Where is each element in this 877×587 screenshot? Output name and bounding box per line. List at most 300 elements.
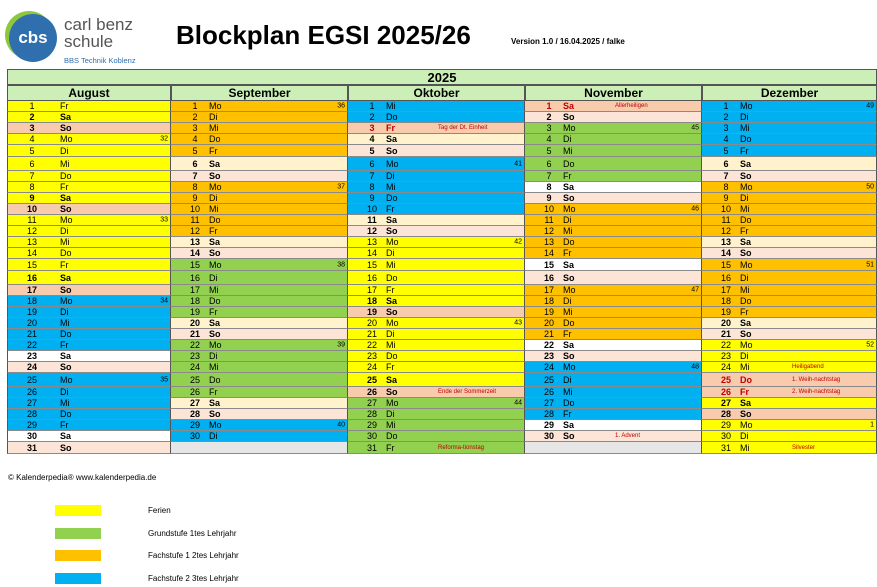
day-number: 3 — [369, 123, 375, 133]
day-number: 30 — [26, 431, 37, 441]
weekday: So — [60, 204, 72, 214]
day-cell — [525, 248, 702, 259]
day-cell — [171, 285, 348, 296]
day-cell — [702, 259, 877, 271]
day-number: 24 — [366, 362, 377, 372]
day-number: 30 — [189, 431, 200, 441]
day-number: 13 — [366, 237, 377, 247]
day-number: 23 — [366, 351, 377, 361]
day-cell — [525, 101, 702, 112]
weekday: Fr — [563, 409, 572, 419]
day-number: 14 — [720, 248, 731, 258]
day-number: 30 — [366, 431, 377, 441]
weekday: Sa — [209, 318, 221, 328]
calendar-grid — [7, 69, 877, 472]
day-number: 27 — [543, 398, 554, 408]
weekday: Mi — [563, 387, 573, 397]
weekday: Fr — [386, 362, 395, 372]
weekday: Sa — [60, 112, 72, 122]
day-cell — [348, 226, 525, 237]
weekday: So — [563, 112, 575, 122]
day-cell — [7, 340, 171, 351]
day-number: 10 — [543, 204, 554, 214]
day-cell — [702, 271, 877, 285]
day-number: 22 — [366, 340, 377, 350]
day-cell — [171, 237, 348, 248]
day-number: 30 — [720, 431, 731, 441]
day-cell — [7, 182, 171, 193]
month-header-dezember: Dezember — [702, 85, 877, 101]
day-number: 16 — [189, 272, 200, 283]
legend-swatch — [55, 550, 101, 561]
weekday: Do — [209, 134, 221, 144]
day-number: 10 — [26, 204, 37, 214]
day-cell — [525, 340, 702, 351]
weekday: Di — [60, 387, 69, 397]
day-cell — [348, 204, 525, 215]
day-number: 18 — [366, 296, 377, 306]
day-cell — [702, 351, 877, 362]
weekday: Fr — [386, 442, 395, 453]
weekday: So — [740, 409, 752, 419]
day-cell — [171, 318, 348, 329]
weekday: Di — [563, 215, 572, 225]
day-number: 19 — [189, 307, 200, 317]
month-header-august: August — [7, 85, 171, 101]
holiday-note: Reforma-tionstag — [438, 444, 485, 451]
weekday: Mi — [209, 204, 219, 214]
day-number: 8 — [546, 182, 552, 192]
day-cell — [525, 431, 702, 442]
day-cell — [348, 318, 525, 329]
weekday: Do — [563, 398, 575, 408]
day-number: 18 — [189, 296, 200, 306]
month-header-november: November — [525, 85, 702, 101]
day-cell — [702, 248, 877, 259]
weekday: So — [209, 171, 221, 181]
weekday: Sa — [209, 237, 221, 247]
weekday: Fr — [563, 329, 572, 339]
day-number: 1 — [723, 101, 729, 111]
day-cell — [525, 237, 702, 248]
weekday: Fr — [209, 307, 218, 317]
day-cell — [171, 134, 348, 145]
weekday: Sa — [386, 374, 398, 385]
day-number: 28 — [366, 409, 377, 419]
day-number: 28 — [720, 409, 731, 419]
day-cell — [702, 112, 877, 123]
weekday: Mo — [60, 296, 73, 306]
day-cell — [171, 193, 348, 204]
weekday: Di — [209, 431, 218, 441]
day-number: 11 — [367, 215, 377, 225]
day-number: 15 — [366, 259, 377, 270]
day-number: 13 — [26, 237, 37, 247]
weekday: Mi — [209, 123, 219, 133]
day-number: 4 — [29, 134, 35, 144]
day-cell — [171, 409, 348, 420]
weekday: Di — [563, 134, 572, 144]
day-number: 16 — [543, 272, 554, 283]
day-number: 2 — [546, 112, 552, 122]
day-number: 28 — [189, 409, 200, 419]
day-cell — [525, 145, 702, 157]
day-number: 15 — [26, 259, 37, 270]
day-cell — [525, 398, 702, 409]
day-cell — [7, 271, 171, 285]
day-number: 22 — [543, 340, 554, 350]
day-cell — [525, 157, 702, 171]
week-number: 1 — [870, 421, 874, 429]
day-cell — [702, 182, 877, 193]
day-number: 29 — [189, 420, 200, 430]
week-number: 34 — [160, 297, 168, 305]
weekday: Mi — [386, 340, 396, 350]
day-cell — [171, 442, 348, 454]
day-cell — [525, 134, 702, 145]
day-cell — [702, 442, 877, 454]
weekday: Mo — [740, 182, 753, 192]
day-cell — [348, 237, 525, 248]
day-cell — [7, 420, 171, 431]
day-cell — [171, 182, 348, 193]
weekday: Do — [740, 374, 752, 385]
day-number: 19 — [26, 307, 37, 317]
weekday: Di — [209, 193, 218, 203]
weekday: Di — [740, 351, 749, 361]
week-number: 49 — [866, 102, 874, 110]
weekday: So — [740, 248, 752, 258]
day-number: 8 — [192, 182, 198, 192]
weekday: Sa — [740, 237, 752, 247]
weekday: Mi — [740, 442, 750, 453]
day-number: 4 — [723, 134, 729, 144]
weekday: Mo — [209, 259, 222, 270]
day-number: 17 — [720, 285, 731, 295]
weekday: Sa — [740, 318, 752, 328]
legend-label: Grundstufe 1tes Lehrjahr — [148, 529, 237, 538]
weekday: Mo — [386, 158, 399, 169]
day-number: 11 — [721, 215, 731, 225]
day-cell — [7, 248, 171, 259]
weekday: Fr — [60, 101, 69, 111]
day-number: 11 — [27, 215, 37, 225]
day-number: 28 — [543, 409, 554, 419]
day-cell — [525, 329, 702, 340]
day-cell — [702, 362, 877, 373]
weekday: Mi — [563, 226, 573, 236]
day-cell — [348, 101, 525, 112]
day-number: 17 — [366, 285, 377, 295]
day-cell — [348, 145, 525, 157]
weekday: So — [563, 351, 575, 361]
day-cell — [171, 112, 348, 123]
weekday: So — [386, 307, 398, 317]
day-number: 29 — [720, 420, 731, 430]
day-number: 9 — [29, 193, 35, 203]
day-number: 2 — [29, 112, 35, 122]
weekday: Do — [563, 237, 575, 247]
week-number: 52 — [866, 341, 874, 349]
weekday: Mo — [60, 215, 73, 225]
weekday: Mi — [209, 362, 219, 372]
day-number: 14 — [189, 248, 200, 258]
weekday: Mo — [563, 285, 576, 295]
day-number: 19 — [543, 307, 554, 317]
day-cell — [7, 398, 171, 409]
day-number: 6 — [29, 158, 35, 169]
weekday: So — [60, 442, 72, 453]
day-number: 22 — [189, 340, 200, 350]
day-number: 8 — [723, 182, 729, 192]
day-cell — [7, 237, 171, 248]
week-number: 40 — [337, 421, 345, 429]
weekday: Sa — [563, 420, 575, 430]
school-logo — [6, 8, 166, 66]
day-cell — [171, 101, 348, 112]
day-number: 22 — [26, 340, 37, 350]
weekday: Sa — [740, 158, 752, 169]
day-number: 8 — [369, 182, 375, 192]
weekday: Mo — [563, 204, 576, 214]
day-number: 13 — [189, 237, 200, 247]
week-number: 36 — [337, 102, 345, 110]
weekday: Di — [740, 112, 749, 122]
day-number: 25 — [720, 374, 731, 385]
day-number: 27 — [26, 398, 37, 408]
day-cell — [702, 145, 877, 157]
day-cell — [348, 271, 525, 285]
day-number: 12 — [366, 226, 377, 236]
day-cell — [171, 204, 348, 215]
weekday: Sa — [563, 182, 575, 192]
day-cell — [348, 285, 525, 296]
weekday: Sa — [60, 193, 72, 203]
weekday: Mi — [386, 182, 396, 192]
day-number: 3 — [723, 123, 729, 133]
day-cell — [525, 215, 702, 226]
day-cell — [171, 351, 348, 362]
day-number: 7 — [546, 171, 552, 181]
month-header-oktober: Oktober — [348, 85, 525, 101]
day-number: 15 — [189, 259, 200, 270]
day-number: 19 — [720, 307, 731, 317]
week-number: 47 — [691, 286, 699, 294]
weekday: Fr — [209, 145, 218, 156]
page-title: Blockplan EGSI 2025/26 — [176, 20, 471, 50]
weekday: Do — [60, 171, 72, 181]
day-cell — [525, 387, 702, 398]
weekday: Fr — [60, 259, 69, 270]
day-number: 12 — [720, 226, 731, 236]
day-number: 15 — [543, 259, 554, 270]
day-number: 2 — [192, 112, 198, 122]
week-number: 39 — [337, 341, 345, 349]
day-cell — [348, 215, 525, 226]
day-cell — [525, 318, 702, 329]
day-cell — [525, 409, 702, 420]
version-label: Version 1.0 / 16.04.2025 / falke — [511, 37, 625, 46]
day-cell — [171, 259, 348, 271]
day-cell — [7, 442, 171, 454]
weekday: Di — [563, 374, 572, 385]
weekday: Mo — [740, 101, 753, 111]
day-cell — [171, 296, 348, 307]
day-number: 29 — [26, 420, 37, 430]
weekday: Fr — [740, 387, 749, 397]
weekday: Do — [386, 112, 398, 122]
weekday: Di — [60, 307, 69, 317]
day-number: 20 — [189, 318, 200, 328]
legend-swatch — [55, 505, 101, 516]
weekday: Sa — [209, 398, 221, 408]
day-cell — [525, 442, 702, 454]
day-cell — [348, 307, 525, 318]
week-number: 51 — [866, 261, 874, 268]
weekday: So — [740, 171, 752, 181]
day-cell — [171, 398, 348, 409]
day-cell — [348, 409, 525, 420]
weekday: Sa — [60, 431, 72, 441]
legend-label: Fachstufe 1 2tes Lehrjahr — [148, 551, 239, 560]
weekday: Do — [386, 351, 398, 361]
day-cell — [7, 373, 171, 387]
day-cell — [348, 259, 525, 271]
day-number: 6 — [723, 158, 729, 169]
day-number: 9 — [546, 193, 552, 203]
weekday: Di — [209, 112, 218, 122]
day-cell — [7, 318, 171, 329]
week-number: 37 — [337, 183, 345, 191]
weekday: Mo — [209, 182, 222, 192]
holiday-note: Heiligabend — [792, 364, 824, 370]
day-cell — [7, 157, 171, 171]
weekday: Fr — [209, 387, 218, 397]
day-cell — [348, 351, 525, 362]
day-number: 29 — [543, 420, 554, 430]
weekday: Mi — [740, 362, 750, 372]
day-number: 5 — [29, 145, 35, 156]
day-number: 27 — [366, 398, 377, 408]
day-cell — [702, 134, 877, 145]
weekday: Di — [740, 272, 749, 283]
weekday: Di — [60, 145, 69, 156]
day-number: 20 — [26, 318, 37, 328]
week-number: 50 — [866, 183, 874, 191]
day-cell — [702, 420, 877, 431]
weekday: So — [209, 329, 221, 339]
day-number: 12 — [543, 226, 554, 236]
day-cell — [702, 101, 877, 112]
weekday: Do — [386, 431, 398, 441]
weekday: Do — [60, 248, 72, 258]
weekday: Do — [563, 318, 575, 328]
weekday: Mo — [386, 237, 399, 247]
day-cell — [525, 112, 702, 123]
weekday: Di — [740, 431, 749, 441]
day-cell — [7, 296, 171, 307]
weekday: Mi — [209, 285, 219, 295]
day-number: 19 — [366, 307, 377, 317]
day-number: 24 — [543, 362, 554, 372]
day-cell — [7, 226, 171, 237]
day-cell — [171, 340, 348, 351]
day-cell — [348, 134, 525, 145]
day-cell — [7, 362, 171, 373]
week-number: 38 — [337, 261, 345, 268]
day-number: 21 — [543, 329, 554, 339]
weekday: Sa — [386, 134, 398, 144]
day-number: 26 — [189, 387, 200, 397]
week-number: 33 — [160, 216, 168, 224]
day-cell — [348, 420, 525, 431]
day-cell — [7, 259, 171, 271]
day-cell — [171, 431, 348, 442]
day-number: 21 — [366, 329, 377, 339]
day-cell — [525, 351, 702, 362]
day-number: 25 — [543, 374, 554, 385]
weekday: Do — [60, 409, 72, 419]
weekday: So — [740, 329, 752, 339]
weekday: Mi — [60, 318, 70, 328]
day-number: 9 — [723, 193, 729, 203]
day-cell — [702, 171, 877, 182]
weekday: Sa — [386, 296, 398, 306]
day-cell — [7, 112, 171, 123]
day-cell — [171, 329, 348, 340]
day-number: 25 — [26, 374, 37, 385]
legend-swatch — [55, 573, 101, 584]
day-cell — [702, 204, 877, 215]
day-number: 6 — [546, 158, 552, 169]
day-number: 5 — [192, 145, 198, 156]
week-number: 43 — [514, 319, 522, 327]
legend-label: Ferien — [148, 506, 171, 515]
day-cell — [171, 157, 348, 171]
legend-label: Fachstufe 2 3tes Lehrjahr — [148, 574, 239, 583]
day-number: 31 — [720, 442, 731, 453]
week-number: 46 — [691, 205, 699, 213]
day-number: 10 — [366, 204, 377, 214]
week-number: 44 — [514, 399, 522, 407]
day-cell — [702, 329, 877, 340]
day-cell — [171, 171, 348, 182]
day-number: 14 — [366, 248, 377, 258]
weekday: So — [563, 193, 575, 203]
weekday: Di — [60, 226, 69, 236]
day-number: 24 — [720, 362, 731, 372]
day-number: 10 — [189, 204, 200, 214]
copyright: © Kalenderpedia® www.kalenderpedia.de — [8, 473, 157, 482]
weekday: Sa — [563, 340, 575, 350]
weekday: Do — [386, 272, 398, 283]
day-cell — [7, 145, 171, 157]
weekday: Mo — [209, 101, 222, 111]
day-cell — [702, 157, 877, 171]
day-cell — [7, 307, 171, 318]
day-cell — [348, 442, 525, 454]
day-cell — [7, 431, 171, 442]
day-cell — [348, 193, 525, 204]
weekday: Mi — [563, 145, 573, 156]
day-cell — [171, 248, 348, 259]
weekday: Di — [386, 409, 395, 419]
day-cell — [702, 318, 877, 329]
day-number: 31 — [26, 442, 37, 453]
day-number: 10 — [720, 204, 731, 214]
day-cell — [702, 307, 877, 318]
day-cell — [348, 329, 525, 340]
